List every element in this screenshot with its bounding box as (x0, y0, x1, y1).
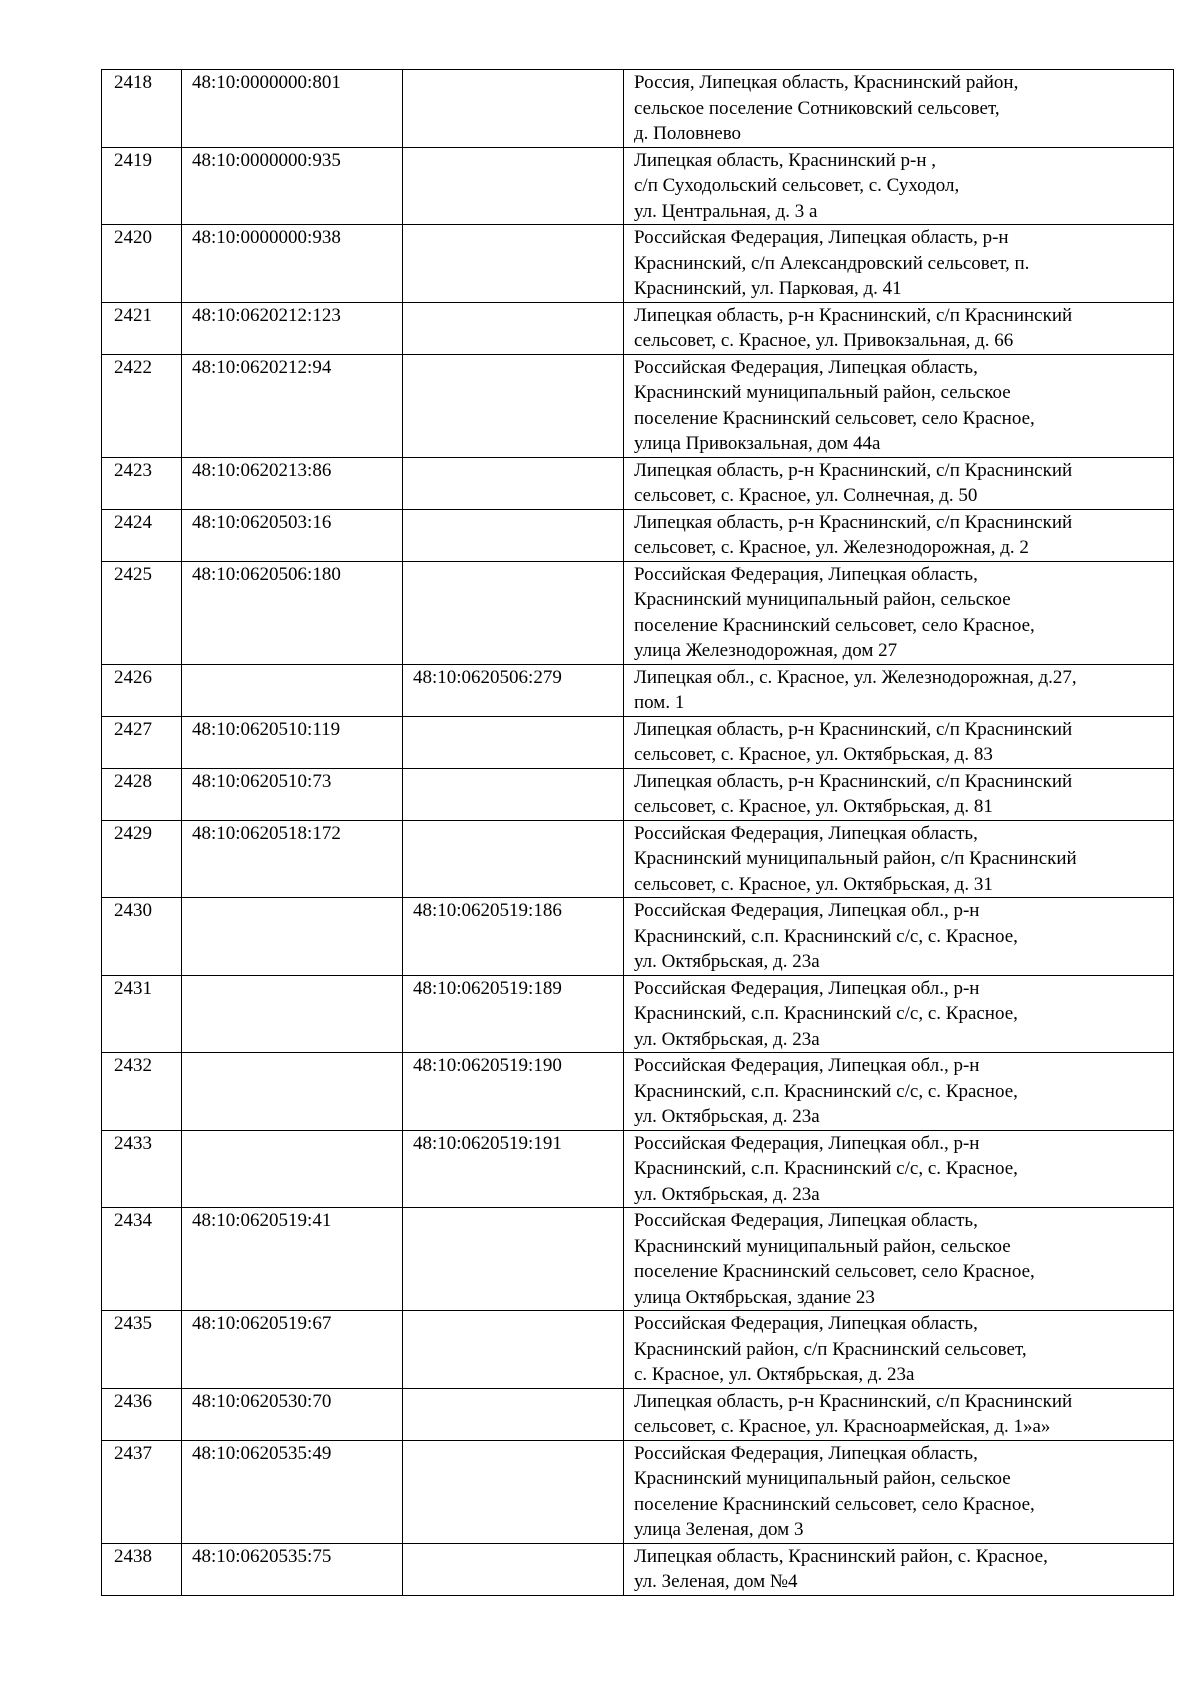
address-cell (624, 716, 1174, 768)
room-cadastral-number-cell (403, 457, 624, 509)
room-cadastral-number-cell (403, 561, 624, 664)
address-cell (624, 1388, 1174, 1440)
row-number-cell: 2420 (102, 225, 182, 303)
registry-table-body (102, 70, 1174, 1596)
address-line: поселение Краснинский сельсовет, село Красное, (634, 407, 1035, 429)
address-line: Липецкая область, р-н Краснинский, с/п Краснинский (634, 511, 1073, 533)
address-cell (624, 1053, 1174, 1131)
cadastral-number-cell: 48:10:0620518:172 (182, 820, 403, 898)
row-number-cell: 2424 (102, 509, 182, 561)
address-cell (624, 225, 1174, 303)
address-line: ул. Октябрьская, д. 23а (634, 951, 820, 972)
row-number-cell: 2428 (102, 768, 182, 820)
address-line: Российская Федерация, Липецкая обл., р-н (634, 1132, 980, 1154)
address-cell (624, 302, 1174, 354)
room-cadastral-number-cell (403, 1208, 624, 1311)
table-row (102, 225, 1174, 303)
table-row (102, 354, 1174, 457)
address-cell (624, 561, 1174, 664)
table-row (102, 457, 1174, 509)
address-cell (624, 1130, 1174, 1208)
row-number-cell: 2425 (102, 561, 182, 664)
address-line: ул. Октябрьская, д. 23а (634, 1028, 820, 1050)
table-row (102, 1311, 1174, 1389)
address-line: Краснинский, ул. Парковая, д. 41 (634, 278, 902, 299)
address-line: Российская Федерация, Липецкая обл., р-н (634, 1055, 980, 1076)
room-cadastral-number-cell (403, 70, 624, 148)
cadastral-number-cell: 48:10:0620530:70 (182, 1388, 403, 1440)
row-number-cell: 2422 (102, 354, 182, 457)
cadastral-number-cell: 48:10:0620212:123 (182, 302, 403, 354)
table-row (102, 561, 1174, 664)
room-cadastral-number-cell (403, 768, 624, 820)
table-row (102, 768, 1174, 820)
address-cell (624, 354, 1174, 457)
address-line: Российская Федерация, Липецкая область, (634, 1210, 978, 1231)
address-line: Липецкая область, р-н Краснинский, с/п Краснинский (634, 304, 1073, 326)
address-cell (624, 1543, 1174, 1595)
row-number-cell: 2421 (102, 302, 182, 354)
address-line: сельсовет, с. Красное, ул. Железнодорожная, д. 2 (634, 537, 1029, 558)
address-cell (624, 1208, 1174, 1311)
row-number-cell: 2419 (102, 147, 182, 225)
address-cell (624, 820, 1174, 898)
table-row (102, 820, 1174, 898)
address-cell (624, 457, 1174, 509)
address-line: Российская Федерация, Липецкая область, (634, 1313, 978, 1334)
table-row (102, 1440, 1174, 1543)
address-line: Краснинский муниципальный район, сельское (634, 382, 1011, 403)
address-line: улица Привокзальная, дом 44а (634, 433, 881, 454)
table-row (102, 716, 1174, 768)
room-cadastral-number-cell (403, 1440, 624, 1543)
row-number-cell: 2437 (102, 1440, 182, 1543)
table-row (102, 1130, 1174, 1208)
address-line: ул. Зеленая, дом №4 (634, 1571, 798, 1592)
cadastral-number-cell (182, 1130, 403, 1208)
cadastral-number-cell: 48:10:0000000:938 (182, 225, 403, 303)
table-row (102, 975, 1174, 1053)
address-line: поселение Краснинский сельсовет, село Красное, (634, 1493, 1035, 1515)
address-line: сельсовет, с. Красное, ул. Октябрьская, д. 83 (634, 744, 993, 765)
address-line: Россия, Липецкая область, Краснинский район, (634, 72, 1019, 93)
room-cadastral-number-cell (403, 716, 624, 768)
address-cell (624, 1311, 1174, 1389)
address-line: улица Железнодорожная, дом 27 (634, 640, 898, 661)
address-line: ул. Октябрьская, д. 23а (634, 1183, 820, 1205)
room-cadastral-number-cell (403, 1388, 624, 1440)
address-line: Липецкая обл., с. Красное, ул. Железнодорожная, д.27, (634, 666, 1077, 688)
table-row (102, 898, 1174, 976)
address-line: сельсовет, с. Красное, ул. Солнечная, д. 50 (634, 485, 978, 506)
room-cadastral-number-cell (403, 302, 624, 354)
row-number-cell: 2435 (102, 1311, 182, 1389)
row-number-cell: 2438 (102, 1543, 182, 1595)
address-line: Липецкая область, р-н Краснинский, с/п Краснинский (634, 718, 1073, 740)
room-cadastral-number-cell (403, 509, 624, 561)
cadastral-number-cell: 48:10:0620535:75 (182, 1543, 403, 1595)
address-line: Краснинский муниципальный район, с/п Краснинский (634, 848, 1077, 869)
address-line: Краснинский муниципальный район, сельское (634, 1468, 1011, 1489)
address-line: Российская Федерация, Липецкая обл., р-н (634, 977, 980, 999)
cadastral-number-cell: 48:10:0620535:49 (182, 1440, 403, 1543)
room-cadastral-number-cell (403, 1311, 624, 1389)
room-cadastral-number-cell (403, 820, 624, 898)
cadastral-number-cell: 48:10:0620519:41 (182, 1208, 403, 1311)
row-number-cell: 2432 (102, 1053, 182, 1131)
room-cadastral-number-cell (403, 147, 624, 225)
address-line: Краснинский, с.п. Краснинский с/с, с. Красное, (634, 1003, 1018, 1024)
address-line: пом. 1 (634, 692, 685, 713)
room-cadastral-number-cell: 48:10:0620519:191 (403, 1130, 624, 1208)
address-line: Краснинский, с.п. Краснинский с/с, с. Красное, (634, 1080, 1018, 1102)
address-line: ул. Октябрьская, д. 23а (634, 1106, 820, 1127)
room-cadastral-number-cell (403, 354, 624, 457)
address-line: поселение Краснинский сельсовет, село Красное, (634, 1261, 1035, 1282)
address-line: Краснинский муниципальный район, сельское (634, 1235, 1011, 1257)
address-line: д. Половнево (634, 123, 742, 144)
cadastral-number-cell (182, 664, 403, 716)
address-line: Липецкая область, р-н Краснинский, с/п Краснинский (634, 459, 1073, 481)
row-number-cell: 2430 (102, 898, 182, 976)
table-row (102, 1208, 1174, 1311)
table-row (102, 1053, 1174, 1131)
table-row (102, 70, 1174, 148)
cadastral-number-cell: 48:10:0620503:16 (182, 509, 403, 561)
address-line: Краснинский, с.п. Краснинский с/с, с. Красное, (634, 1158, 1018, 1179)
address-line: сельсовет, с. Красное, ул. Красноармейская, д. 1»а» (634, 1416, 1051, 1437)
address-line: Краснинский, с/п Александровский сельсовет, п. (634, 252, 1030, 274)
address-cell (624, 70, 1174, 148)
cadastral-number-cell: 48:10:0620213:86 (182, 457, 403, 509)
address-line: Российская Федерация, Липецкая область, (634, 563, 978, 585)
row-number-cell: 2426 (102, 664, 182, 716)
address-line: с. Красное, ул. Октябрьская, д. 23а (634, 1364, 915, 1385)
cadastral-number-cell: 48:10:0620506:180 (182, 561, 403, 664)
table-row (102, 147, 1174, 225)
cadastral-number-cell: 48:10:0620510:119 (182, 716, 403, 768)
room-cadastral-number-cell: 48:10:0620519:186 (403, 898, 624, 976)
address-line: Краснинский, с.п. Краснинский с/с, с. Красное, (634, 925, 1018, 947)
cadastral-number-cell: 48:10:0620212:94 (182, 354, 403, 457)
address-cell (624, 768, 1174, 820)
address-line: Российская Федерация, Липецкая обл., р-н (634, 900, 980, 921)
room-cadastral-number-cell: 48:10:0620519:190 (403, 1053, 624, 1131)
address-line: Российская Федерация, Липецкая область, р-н (634, 227, 1009, 248)
cadastral-number-cell (182, 1053, 403, 1131)
cadastral-number-cell: 48:10:0620519:67 (182, 1311, 403, 1389)
table-row (102, 509, 1174, 561)
address-line: сельсовет, с. Красное, ул. Привокзальная, д. 66 (634, 330, 1014, 351)
cadastral-number-cell: 48:10:0000000:935 (182, 147, 403, 225)
row-number-cell: 2429 (102, 820, 182, 898)
cadastral-number-cell (182, 975, 403, 1053)
address-line: поселение Краснинский сельсовет, село Красное, (634, 614, 1035, 636)
address-line: ул. Центральная, д. 3 а (634, 200, 818, 222)
row-number-cell: 2434 (102, 1208, 182, 1311)
address-line: Российская Федерация, Липецкая область, (634, 1442, 978, 1464)
address-line: сельское поселение Сотниковский сельсовет, (634, 97, 1000, 119)
table-row (102, 1388, 1174, 1440)
address-line: Липецкая область, Краснинский р-н , (634, 149, 936, 171)
address-line: Краснинский муниципальный район, сельское (634, 589, 1011, 610)
address-line: сельсовет, с. Красное, ул. Октябрьская, д. 81 (634, 796, 993, 817)
address-line: улица Зеленая, дом 3 (634, 1519, 804, 1540)
address-line: Липецкая область, р-н Краснинский, с/п Краснинский (634, 1390, 1073, 1412)
address-line: улица Октябрьская, здание 23 (634, 1286, 875, 1308)
row-number-cell: 2433 (102, 1130, 182, 1208)
room-cadastral-number-cell: 48:10:0620519:189 (403, 975, 624, 1053)
row-number-cell: 2423 (102, 457, 182, 509)
address-cell (624, 147, 1174, 225)
cadastral-number-cell: 48:10:0620510:73 (182, 768, 403, 820)
address-cell (624, 509, 1174, 561)
room-cadastral-number-cell: 48:10:0620506:279 (403, 664, 624, 716)
address-cell (624, 975, 1174, 1053)
row-number-cell: 2427 (102, 716, 182, 768)
room-cadastral-number-cell (403, 1543, 624, 1595)
table-row (102, 302, 1174, 354)
address-line: Липецкая область, р-н Краснинский, с/п Краснинский (634, 770, 1073, 792)
address-line: с/п Суходольский сельсовет, с. Суходол, (634, 175, 960, 196)
address-cell (624, 898, 1174, 976)
address-cell (624, 664, 1174, 716)
address-line: Российская Федерация, Липецкая область, (634, 822, 978, 844)
address-line: Липецкая область, Краснинский район, с. Красное, (634, 1545, 1048, 1567)
address-line: Российская Федерация, Липецкая область, (634, 356, 978, 378)
row-number-cell: 2431 (102, 975, 182, 1053)
table-row (102, 1543, 1174, 1595)
address-cell (624, 1440, 1174, 1543)
address-line: сельсовет, с. Красное, ул. Октябрьская, д. 31 (634, 873, 993, 895)
cadastral-number-cell (182, 898, 403, 976)
room-cadastral-number-cell (403, 225, 624, 303)
row-number-cell: 2436 (102, 1388, 182, 1440)
registry-table (101, 69, 1174, 1596)
address-line: Краснинский район, с/п Краснинский сельсовет, (634, 1338, 1027, 1360)
row-number-cell: 2418 (102, 70, 182, 148)
table-row (102, 664, 1174, 716)
cadastral-number-cell: 48:10:0000000:801 (182, 70, 403, 148)
